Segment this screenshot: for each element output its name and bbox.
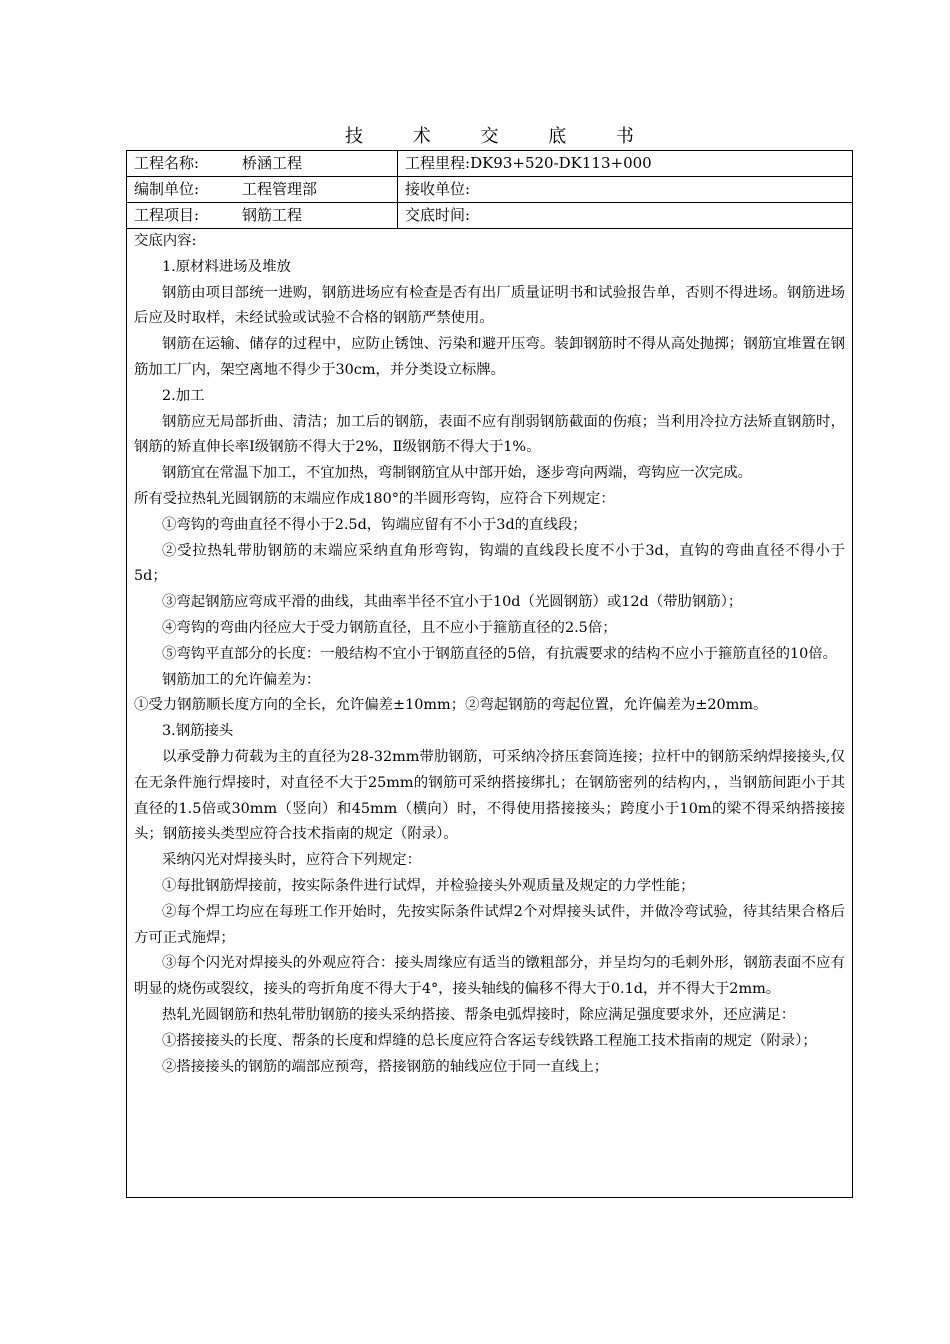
content-paragraph: 以承受静力荷载为主的直径为28-32mm带肋钢筋，可采纳冷挤压套筒连接；拉杆中的钢筋采纳焊接接头,仅在无条件施行焊接时，对直径不大于25mm的钢筋可采纳搭接绑扎；在钢筋密列的结构内，，当钢筋间距小于其直径的1.5倍或30mm（竖向）和45mm（横向）时，不得使用搭接接头；跨度小于10m的梁不得采纳搭接接头；钢筋接头类型应符合技术指南的规定（附录）。 [134, 748, 845, 843]
project-name-value: 桥涵工程 [242, 154, 303, 172]
unit-value: 工程管理部 [242, 180, 318, 198]
content-paragraph: ②受拉热轧带肋钢筋的末端应采纳直角形弯钩，钩端的直线段长度不小于3d，直钩的弯曲直径不得小于5d； [134, 542, 845, 585]
disclosure-form [126, 150, 853, 1198]
header-row-unit [127, 177, 852, 203]
item-value: 钢筋工程 [242, 206, 303, 224]
unit-cell [134, 177, 317, 202]
content-heading: 交底内容: [134, 233, 197, 249]
content-paragraph: ①每批钢筋焊接前，按实际条件进行试焊，并检验接头外观质量及规定的力学性能； [162, 877, 695, 894]
receiver-cell [405, 177, 470, 202]
time-cell [405, 203, 470, 228]
disclosure-content [127, 229, 852, 1080]
document-title: 技 术 交 底 书 [345, 126, 656, 147]
paragraph-list [134, 255, 845, 1081]
content-paragraph: 热轧光圆钢筋和热轧带肋钢筋的接头采纳搭接、帮条电弧焊接时，除应满足强度要求外，还应满足： [162, 1006, 796, 1023]
mileage-value: DK93+520-DK113+000 [470, 154, 652, 172]
content-paragraph: 钢筋应无局部折曲、清洁；加工后的钢筋，表面不应有削弱钢筋截面的伤痕；当利用冷拉方法矫直钢筋时，钢筋的矫直伸长率Ⅰ级钢筋不得大于2%，Ⅱ级钢筋不得大于1%。 [134, 413, 845, 456]
mileage-cell [405, 151, 652, 176]
content-paragraph: ①搭接接头的长度、帮条的长度和焊缝的总长度应符合客运专线铁路工程施工技术指南的规定（附录）； [162, 1032, 817, 1049]
content-paragraph: 钢筋在运输、储存的过程中，应防止锈蚀、污染和避开压弯。装卸钢筋时不得从高处抛掷；钢筋宜堆置在钢筋加工厂内，架空离地不得少于30cm，并分类设立标牌。 [134, 336, 845, 378]
item-label: 工程项目: [134, 206, 200, 224]
content-paragraph: ②每个焊工均应在每班工作开始时，先按实际条件试焊2个对焊接头试件，并做冷弯试验，待其结果合格后方可正式施焊； [134, 903, 845, 946]
mileage-label: 工程里程: [405, 154, 471, 172]
project-name-label: 工程名称: [134, 154, 200, 172]
content-paragraph: 钢筋宜在常温下加工，不宜加热，弯制钢筋宜从中部开始，逐步弯向两端，弯钩应一次完成。 [162, 465, 753, 482]
header-row-project [127, 151, 852, 177]
content-paragraph: ①弯钩的弯曲直径不得小于2.5d，钩端应留有不小于3d的直线段； [162, 516, 587, 533]
unit-label: 编制单位: [134, 180, 200, 198]
time-label: 交底时间: [405, 206, 471, 224]
content-paragraph: ③弯起钢筋应弯成平滑的曲线，其曲率半径不宜小于10d（光圆钢筋）或12d（带肋钢筋）； [162, 594, 743, 611]
content-paragraph: ①受力钢筋顺长度方向的全长，允许偏差±10mm；②弯起钢筋的弯起位置，允许偏差为±20mm。 [134, 697, 768, 714]
content-paragraph: ⑤弯钩平直部分的长度：一般结构不宜小于钢筋直径的5倍，有抗震要求的结构不应小于箍筋直径的10倍。 [162, 645, 838, 662]
header-row-item [127, 203, 852, 229]
content-paragraph: ②搭接接头的钢筋的端部应预弯，搭接钢筋的轴线应位于同一直线上； [162, 1058, 609, 1075]
content-paragraph: 采纳闪光对焊接头时，应符合下列规定： [162, 852, 422, 869]
item-cell [134, 203, 302, 228]
content-paragraph: ④弯钩的弯曲内径应大于受力钢筋直径，且不应小于箍筋直径的2.5倍； [162, 619, 617, 636]
content-paragraph: 1.原材料进场及堆放 [162, 258, 291, 275]
content-paragraph: 钢筋由项目部统一进购，钢筋进场应有检查是否有出厂质量证明书和试验报告单，否则不得进场。钢筋进场后应及时取样，未经试验或试验不合格的钢筋严禁使用。 [134, 284, 845, 327]
content-paragraph: 3.钢筋接头 [162, 723, 234, 740]
content-paragraph: 2.加工 [162, 387, 205, 404]
receiver-label: 接收单位: [405, 180, 471, 198]
content-paragraph: 钢筋加工的允许偏差为： [162, 671, 321, 688]
project-name-cell [134, 151, 302, 176]
content-paragraph: 所有受拉热轧光圆钢筋的末端应作成180°的半圆形弯钩，应符合下列规定： [134, 490, 615, 507]
content-paragraph: ③每个闪光对焊接头的外观应符合：接头周缘应有适当的镦粗部分，并呈均匀的毛刺外形，钢筋表面不应有明显的烧伤或裂纹，接头的弯折角度不得大于4°，接头轴线的偏移不得大于0.1d，并不得大于2mm。 [134, 955, 845, 998]
